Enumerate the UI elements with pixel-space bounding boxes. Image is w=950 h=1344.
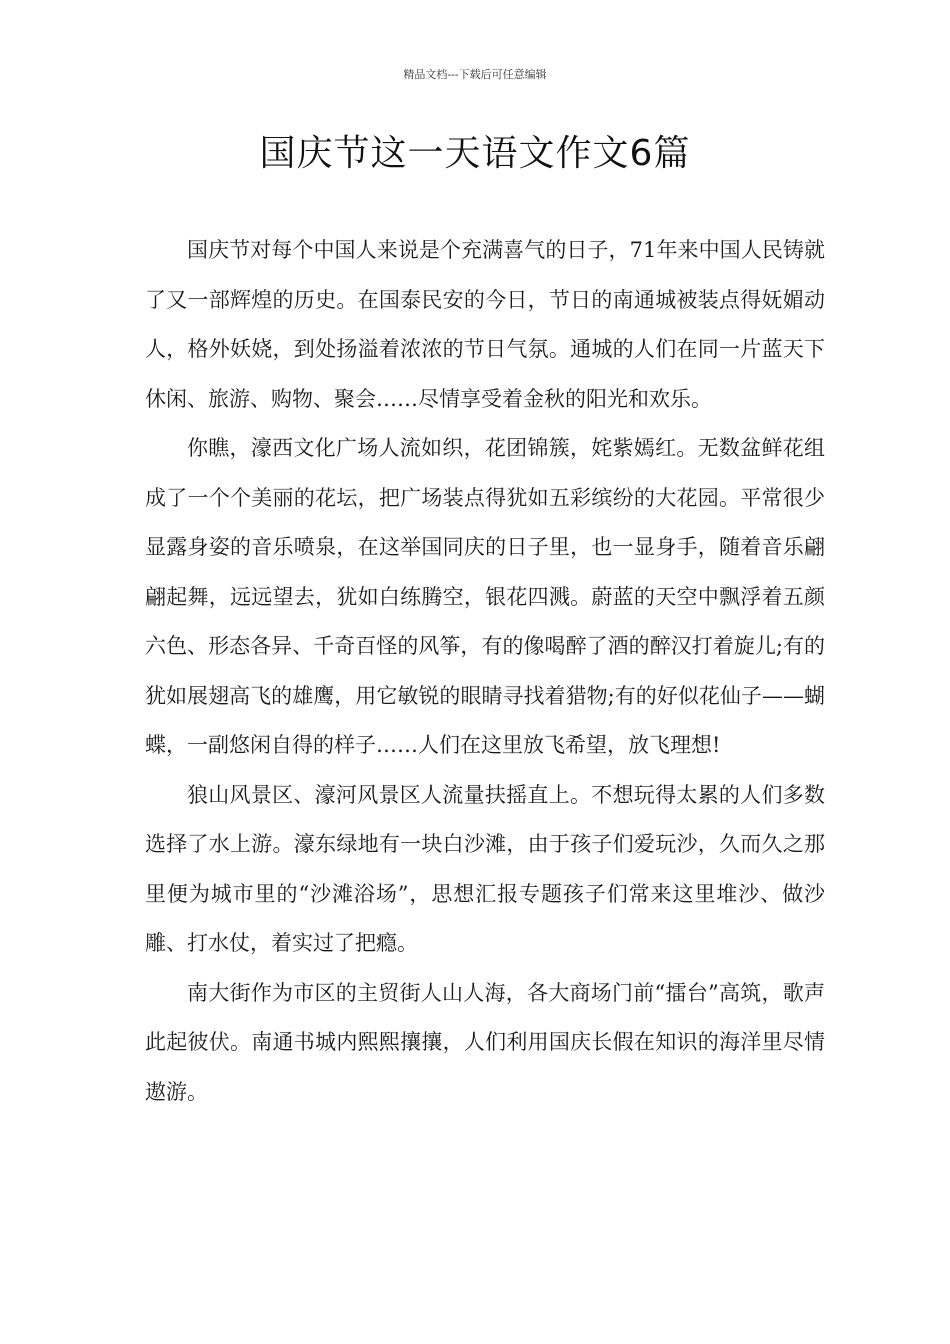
paragraph: 南大街作为市区的主贸街人山人海，各大商场门前“擂台”高筑，歌声此起彼伏。南通书城内熙熙攘攘，人们利用国庆长假在知识的海洋里尽情遨游。 [145,980,825,1104]
document-body [145,226,825,1117]
paragraph: 你瞧，濠西文化广场人流如织，花团锦簇，姹紫嫣红。无数盆鲜花组成了一个个美丽的花坛，把广场装点得犹如五彩缤纷的大花园。平常很少显露身姿的音乐喷泉，在这举国同庆的日子里，也一显身手，随着音乐翩翩起舞，远远望去，犹如白练腾空，银花四溅。蔚蓝的天空中飘浮着五颜六色、形态各异、千奇百怪的风筝，有的像喝醉了酒的醉汉打着旋儿;有的犹如展翅高飞的雄鹰，用它敏锐的眼睛寻找着猎物;有的好似花仙子——蝴蝶，一副悠闲自得的样子……人们在这里放飞希望，放飞理想! [145,436,825,757]
paragraph: 国庆节对每个中国人来说是个充满喜气的日子，71年来中国人民铸就了又一部辉煌的历史。在国泰民安的今日，节日的南通城被装点得妩媚动人，格外妖娆，到处扬溢着浓浓的节日气氛。通城的人们在同一片蓝天下休闲、旅游、购物、聚会……尽情享受着金秋的阳光和欢乐。 [145,238,825,411]
paragraph: 狼山风景区、濠河风景区人流量扶摇直上。不想玩得太累的人们多数选择了水上游。濠东绿地有一块白沙滩，由于孩子们爱玩沙，久而久之那里便为城市里的“沙滩浴场”，思想汇报专题孩子们常来这里堆沙、做沙雕、打水仗，着实过了把瘾。 [145,782,825,955]
header-note: 精品文档---下载后可任意编辑 [403,68,547,81]
document-title: 国庆节这一天语文作文6篇 [259,133,691,174]
